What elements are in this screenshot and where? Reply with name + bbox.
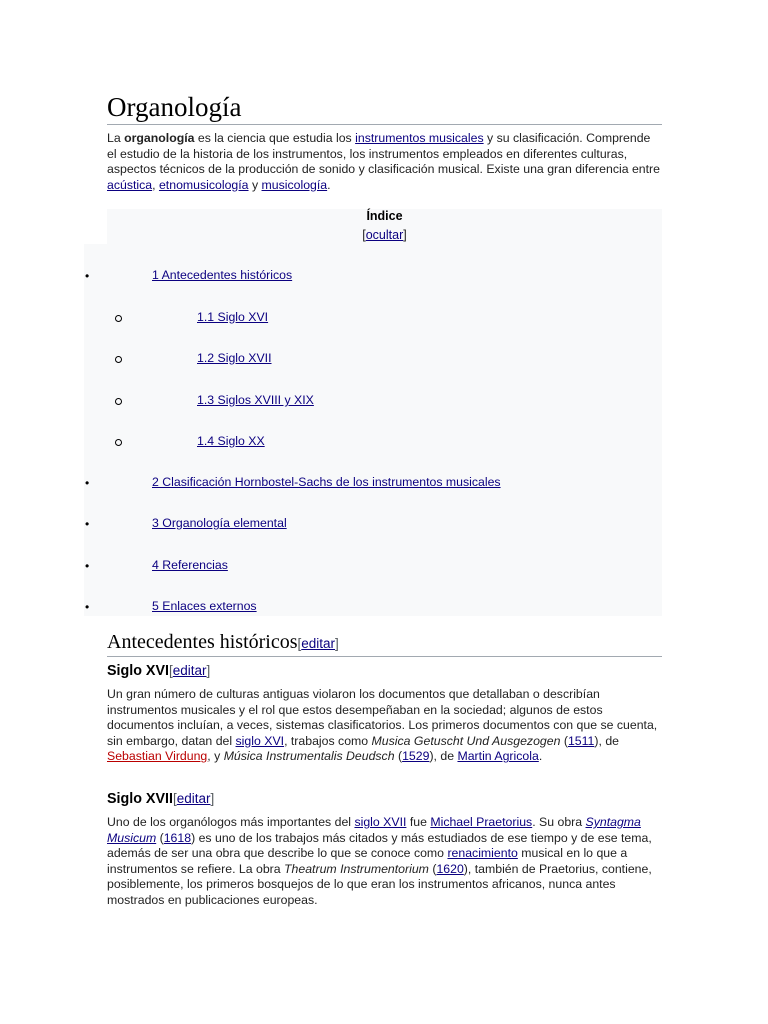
link-1511[interactable]: 1511 — [567, 733, 595, 748]
toc-subbullet — [115, 439, 122, 446]
toc-item-antecedentes[interactable]: 1 Antecedentes históricos — [152, 268, 293, 282]
edit-link[interactable]: editar — [176, 791, 211, 806]
link-renacimiento[interactable]: renacimiento — [447, 846, 518, 861]
toc-title: Índice — [366, 209, 403, 223]
edit-link[interactable]: editar — [172, 663, 207, 678]
link-michael-praetorius[interactable]: Michael Praetorius — [430, 815, 533, 829]
page-title: Organología — [107, 90, 662, 125]
toc-item-clasificacion[interactable]: 2 Clasificación Hornbostel-Sachs de los instrumentos musicales — [152, 475, 501, 489]
edit-section-link: [editar] — [172, 791, 215, 806]
link-siglo-xvi[interactable]: siglo XVI — [235, 733, 285, 748]
toc-subbullet — [115, 398, 122, 405]
link-etnomusicologia[interactable]: etnomusicología — [158, 177, 249, 192]
toc-subbullet — [115, 315, 122, 322]
intro-paragraph: La organología es la ciencia que estudia los instrumentos musicales y su clasificación. Comprende el estudio de la historia de los instrumentos, los instrumentos empleados en diferentes culturas, aspectos técnicos de la producción de sonido y clasificación musical. Existe una gran diferencia entre acústica, etnomusicología y musicología. — [107, 131, 660, 192]
toc-bullet: • — [85, 269, 90, 283]
link-martin-agricola[interactable]: Martin Agricola — [457, 749, 539, 764]
toc-item-siglo-xx[interactable]: 1.4 Siglo XX — [197, 434, 265, 448]
siglo-xvi-paragraph: Un gran número de culturas antiguas violaron los documentos que detallaban o describían instrumentos musicales y el rol que estos desempeñaban en la sociedad; algunos de estos documentos incluían, a veces, sistemas clasificatorios. Los primeros documentos con que se cuenta, sin embargo, datan del siglo XVI, trabajos como Musica Getuscht Und Ausgezogen (1511), de Sebastian Virdung, y Música Instrumentalis Deudsch (1529), de Martin Agricola. — [107, 687, 658, 764]
toc-hide-link[interactable]: ocultar — [365, 228, 404, 242]
subsection-heading-siglo-xvi: Siglo XVI[editar] — [107, 663, 211, 679]
toc-bullet: • — [85, 517, 90, 531]
link-1529[interactable]: 1529 — [402, 749, 430, 764]
toc-item-siglo-xvi[interactable]: 1.1 Siglo XVI — [197, 310, 269, 324]
link-acustica[interactable]: acústica — [107, 177, 153, 192]
toc-item-organologia-elemental[interactable]: 3 Organología elemental — [152, 516, 287, 530]
edit-link[interactable]: editar — [301, 636, 336, 651]
link-siglo-xvii[interactable]: siglo XVII — [354, 815, 407, 829]
toc-hide-toggle: [ocultar] — [362, 228, 407, 242]
toc-item-siglos-xviii-xix[interactable]: 1.3 Siglos XVIII y XIX — [197, 393, 314, 407]
toc-subbullet — [115, 356, 122, 363]
siglo-xvii-paragraph: Uno de los organólogos más importantes del siglo XVII fue Michael Praetorius. Su obra Syntagma Musicum (1618) es uno de los trabajos más citados y más estudiados de ese tiempo y de ese tema, además de ser una obra que describe lo que se conoce como renacimiento musical en lo que a instrumentos se refiere. La obra Theatrum Instrumentorium (1620), también de Praetorius, contiene, posiblemente, los primeros bosquejos de lo que eran los instrumentos africanos, nunca antes mostrados en publicaciones europeas. — [107, 815, 652, 907]
link-musicologia[interactable]: musicología — [261, 177, 328, 192]
section-heading-antecedentes: Antecedentes históricos[editar] — [107, 630, 662, 657]
toc-item-siglo-xvii[interactable]: 1.2 Siglo XVII — [197, 351, 272, 365]
link-syntagma-musicum[interactable]: Syntagma Musicum — [107, 815, 641, 845]
subsection-heading-siglo-xvii: Siglo XVII[editar] — [107, 791, 215, 807]
toc-item-enlaces-externos[interactable]: 5 Enlaces externos — [152, 599, 257, 613]
toc-item-referencias[interactable]: 4 Referencias — [152, 558, 228, 572]
link-1620[interactable]: 1620 — [436, 861, 464, 876]
toc-bullet: • — [85, 600, 90, 614]
edit-section-link: [editar] — [168, 663, 211, 678]
toc-bullet: • — [85, 559, 90, 573]
toc-bullet: • — [85, 476, 90, 490]
link-instrumentos-musicales[interactable]: instrumentos musicales — [355, 131, 484, 145]
edit-section-link: [editar] — [297, 636, 339, 651]
link-1618[interactable]: 1618 — [163, 830, 192, 845]
link-sebastian-virdung[interactable]: Sebastian Virdung — [107, 749, 208, 764]
intro-bold-term: organología — [124, 131, 195, 145]
